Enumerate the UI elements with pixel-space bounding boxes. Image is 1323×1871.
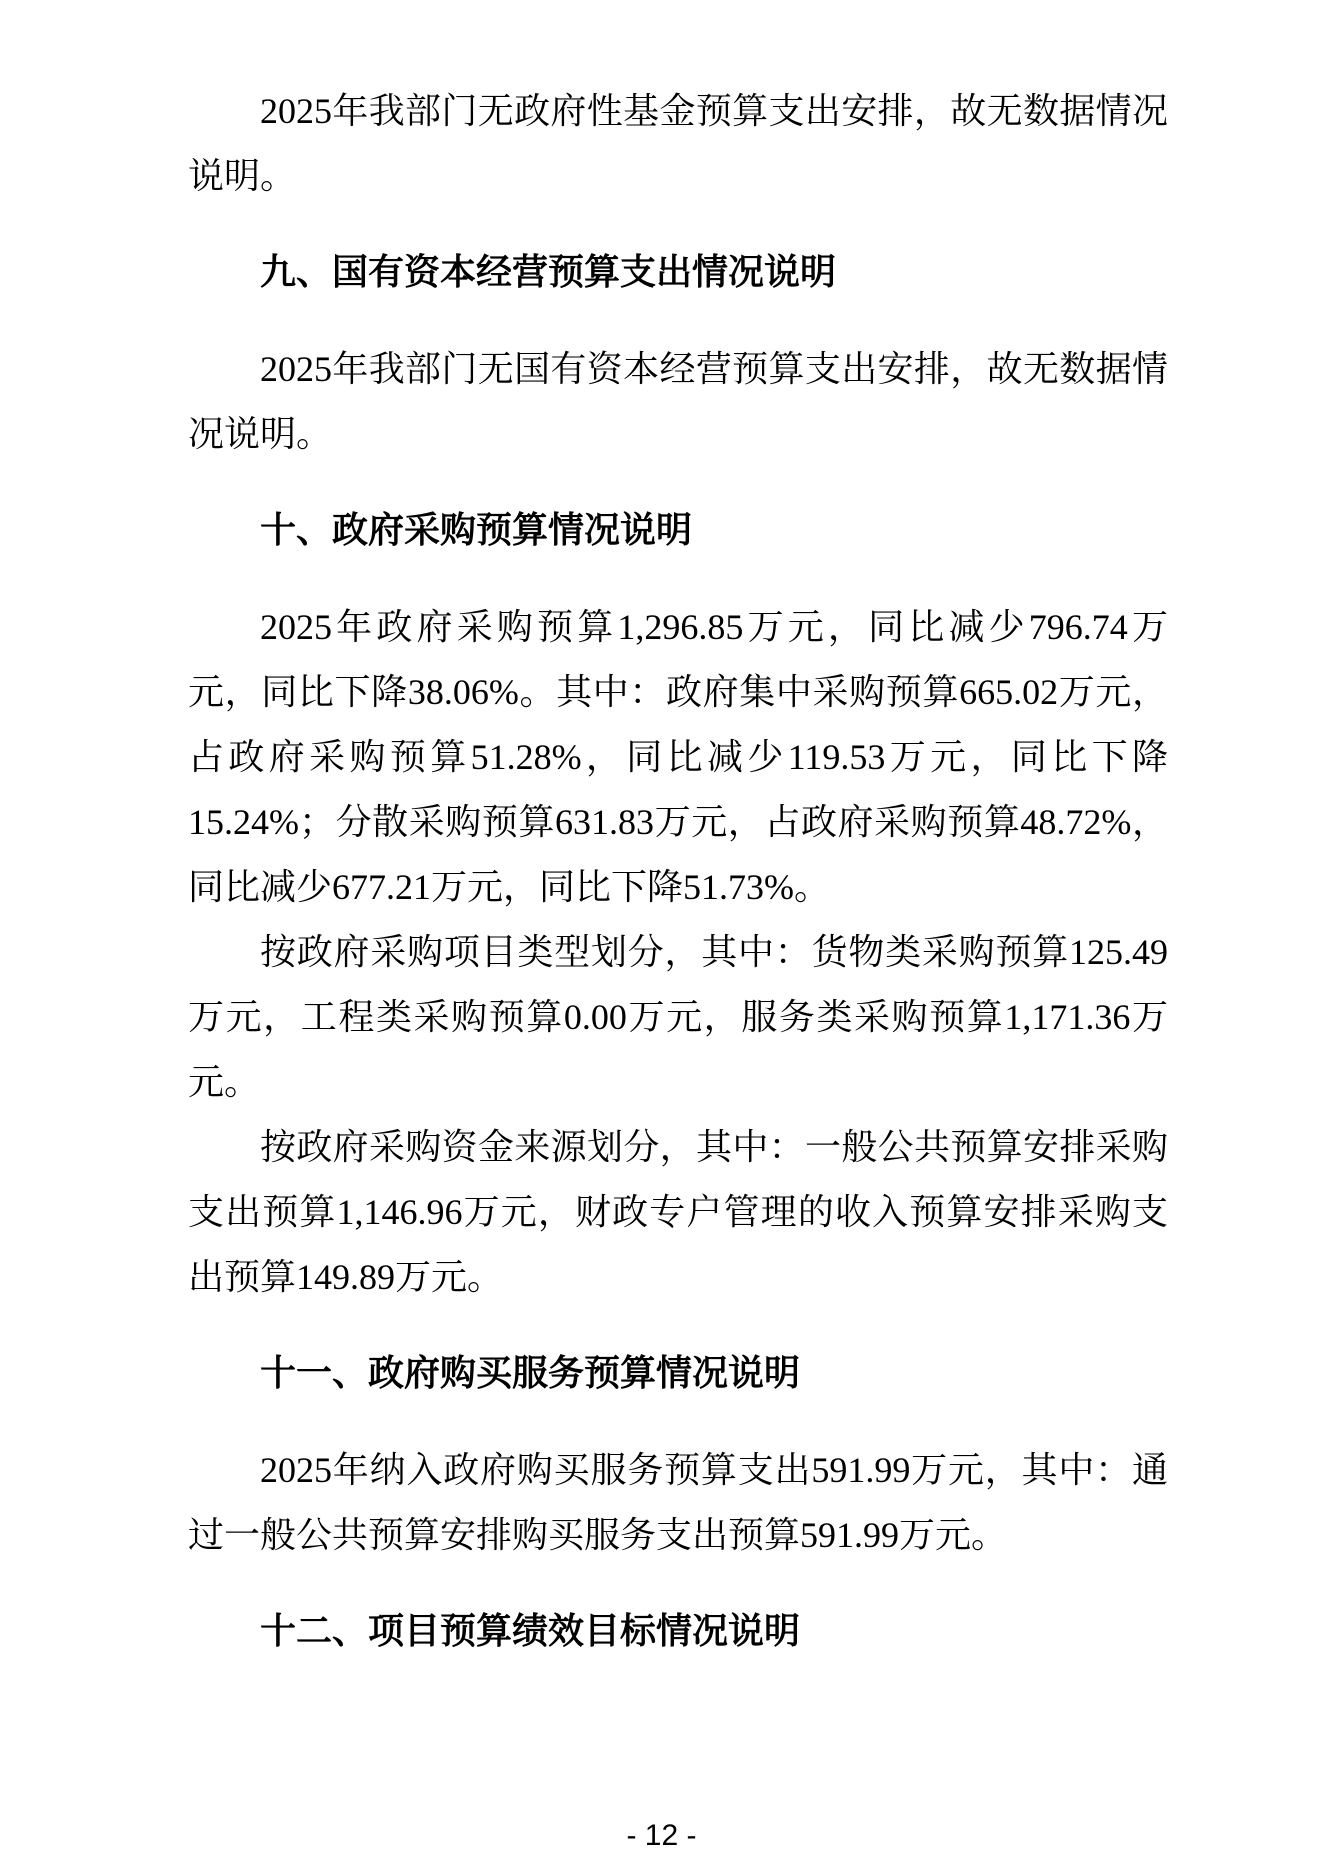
heading-section-11-purchased-services: 十一、政府购买服务预算情况说明 bbox=[260, 1352, 801, 1393]
heading-section-9-state-capital: 九、国有资本经营预算支出情况说明 bbox=[260, 251, 837, 292]
paragraph-gov-fund-budget-note: 2025年我部门无政府性基金预算支出安排，故无数据情况说明。 bbox=[188, 91, 1168, 196]
paragraph-procurement-overview: 2025年政府采购预算1,296.85万元，同比减少796.74万元，同比下降38.06%。其中：政府集中采购预算665.02万元，占政府采购预算51.28%，同比减少119.53万元，同比下降15.24%；分散采购预算631.83万元，占政府采购预算48.72%，同比减少677.21万元，同比下降51.73%。 bbox=[188, 607, 1168, 907]
document-content bbox=[188, 79, 1168, 1696]
paragraph-procurement-by-fund-source: 按政府采购资金来源划分，其中：一般公共预算安排采购支出预算1,146.96万元，财政专户管理的收入预算安排采购支出预算149.89万元。 bbox=[188, 1127, 1168, 1297]
heading-section-10-procurement: 十、政府采购预算情况说明 bbox=[260, 509, 693, 550]
page-number: - 12 - bbox=[626, 1819, 697, 1852]
heading-section-12-performance-targets: 十二、项目预算绩效目标情况说明 bbox=[260, 1610, 801, 1651]
paragraph-purchased-services: 2025年纳入政府购买服务预算支出591.99万元，其中：通过一般公共预算安排购买服务支出预算591.99万元。 bbox=[188, 1450, 1168, 1555]
paragraph-procurement-by-type: 按政府采购项目类型划分，其中：货物类采购预算125.49万元，工程类采购预算0.00万元，服务类采购预算1,171.36万元。 bbox=[188, 932, 1168, 1102]
paragraph-state-capital-note: 2025年我部门无国有资本经营预算支出安排，故无数据情况说明。 bbox=[188, 349, 1168, 454]
